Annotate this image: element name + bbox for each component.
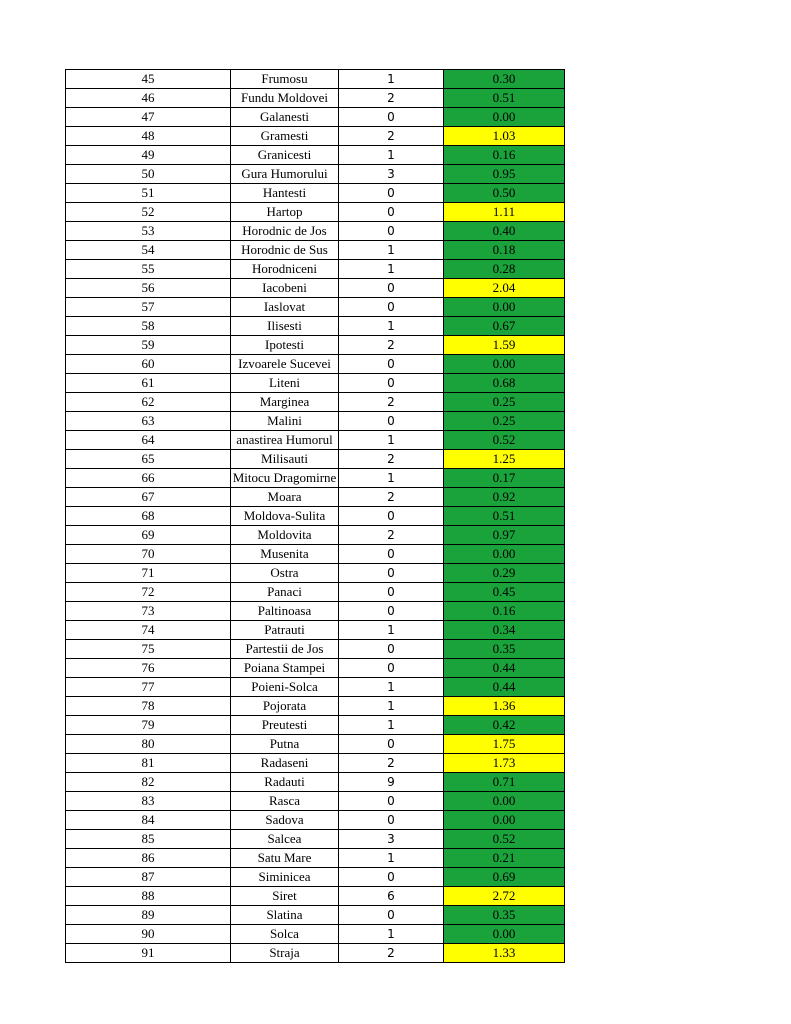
table-row <box>66 165 565 184</box>
count-cell: 0 <box>339 374 444 393</box>
rate-cell: 0.25 <box>444 393 565 412</box>
row-number-cell: 82 <box>66 773 231 792</box>
count-cell: 1 <box>339 849 444 868</box>
count-cell: 0 <box>339 811 444 830</box>
count-cell: 0 <box>339 222 444 241</box>
rate-cell: 0.29 <box>444 564 565 583</box>
count-cell: 0 <box>339 412 444 431</box>
rate-cell: 0.51 <box>444 507 565 526</box>
table-row <box>66 431 565 450</box>
row-number-cell: 59 <box>66 336 231 355</box>
locality-name-cell: Hantesti <box>231 184 339 203</box>
table-row <box>66 678 565 697</box>
row-number-cell: 73 <box>66 602 231 621</box>
count-cell: 2 <box>339 944 444 963</box>
table-row <box>66 146 565 165</box>
count-cell: 0 <box>339 279 444 298</box>
row-number-cell: 76 <box>66 659 231 678</box>
count-cell: 0 <box>339 355 444 374</box>
row-number-cell: 47 <box>66 108 231 127</box>
row-number-cell: 86 <box>66 849 231 868</box>
row-number-cell: 83 <box>66 792 231 811</box>
locality-name-cell: Hartop <box>231 203 339 222</box>
table-row <box>66 393 565 412</box>
locality-name-cell: Malini <box>231 412 339 431</box>
table-row <box>66 184 565 203</box>
count-cell: 0 <box>339 564 444 583</box>
locality-name-cell: Paltinoasa <box>231 602 339 621</box>
locality-name-cell: Marginea <box>231 393 339 412</box>
count-cell: 2 <box>339 754 444 773</box>
count-cell: 9 <box>339 773 444 792</box>
rate-cell: 0.00 <box>444 792 565 811</box>
rate-cell: 0.52 <box>444 830 565 849</box>
table-row <box>66 602 565 621</box>
table-row <box>66 203 565 222</box>
table-row <box>66 89 565 108</box>
locality-name-cell: Fundu Moldovei <box>231 89 339 108</box>
table-row <box>66 355 565 374</box>
rate-cell: 0.42 <box>444 716 565 735</box>
rate-cell: 0.40 <box>444 222 565 241</box>
count-cell: 2 <box>339 336 444 355</box>
count-cell: 1 <box>339 469 444 488</box>
row-number-cell: 48 <box>66 127 231 146</box>
rate-cell: 0.71 <box>444 773 565 792</box>
table-row <box>66 469 565 488</box>
rate-cell: 1.36 <box>444 697 565 716</box>
rate-cell: 0.18 <box>444 241 565 260</box>
row-number-cell: 66 <box>66 469 231 488</box>
count-cell: 0 <box>339 184 444 203</box>
count-cell: 0 <box>339 735 444 754</box>
row-number-cell: 63 <box>66 412 231 431</box>
locality-name-cell: Rasca <box>231 792 339 811</box>
locality-name-cell: Izvoarele Sucevei <box>231 355 339 374</box>
locality-name-cell: Ipotesti <box>231 336 339 355</box>
locality-name-cell: Moldovita <box>231 526 339 545</box>
rate-cell: 0.97 <box>444 526 565 545</box>
rate-cell: 1.59 <box>444 336 565 355</box>
rate-cell: 0.35 <box>444 906 565 925</box>
row-number-cell: 54 <box>66 241 231 260</box>
locality-name-cell: Ostra <box>231 564 339 583</box>
table-row <box>66 127 565 146</box>
count-cell: 1 <box>339 925 444 944</box>
rate-cell: 0.44 <box>444 659 565 678</box>
row-number-cell: 61 <box>66 374 231 393</box>
rate-cell: 0.52 <box>444 431 565 450</box>
count-cell: 1 <box>339 431 444 450</box>
row-number-cell: 53 <box>66 222 231 241</box>
rate-cell: 1.33 <box>444 944 565 963</box>
row-number-cell: 51 <box>66 184 231 203</box>
table-row <box>66 450 565 469</box>
row-number-cell: 84 <box>66 811 231 830</box>
locality-name-cell: Preutesti <box>231 716 339 735</box>
locality-name-cell: Liteni <box>231 374 339 393</box>
rate-cell: 0.28 <box>444 260 565 279</box>
row-number-cell: 74 <box>66 621 231 640</box>
locality-name-cell: Putna <box>231 735 339 754</box>
rate-cell: 2.72 <box>444 887 565 906</box>
locality-name-cell: Solca <box>231 925 339 944</box>
rate-cell: 0.50 <box>444 184 565 203</box>
rate-cell: 0.68 <box>444 374 565 393</box>
rate-cell: 0.00 <box>444 925 565 944</box>
count-cell: 0 <box>339 203 444 222</box>
rate-cell: 0.00 <box>444 355 565 374</box>
count-cell: 1 <box>339 716 444 735</box>
count-cell: 0 <box>339 792 444 811</box>
table-row <box>66 735 565 754</box>
count-cell: 1 <box>339 317 444 336</box>
rate-cell: 0.00 <box>444 545 565 564</box>
row-number-cell: 69 <box>66 526 231 545</box>
rate-cell: 0.21 <box>444 849 565 868</box>
count-cell: 2 <box>339 127 444 146</box>
rate-cell: 1.73 <box>444 754 565 773</box>
table-row <box>66 811 565 830</box>
rate-cell: 0.30 <box>444 70 565 89</box>
count-cell: 0 <box>339 602 444 621</box>
row-number-cell: 88 <box>66 887 231 906</box>
table-row <box>66 108 565 127</box>
row-number-cell: 45 <box>66 70 231 89</box>
rate-cell: 0.17 <box>444 469 565 488</box>
table-row <box>66 564 565 583</box>
locality-name-cell: Ilisesti <box>231 317 339 336</box>
row-number-cell: 75 <box>66 640 231 659</box>
count-cell: 1 <box>339 70 444 89</box>
row-number-cell: 87 <box>66 868 231 887</box>
row-number-cell: 57 <box>66 298 231 317</box>
row-number-cell: 49 <box>66 146 231 165</box>
row-number-cell: 60 <box>66 355 231 374</box>
table-row <box>66 507 565 526</box>
count-cell: 0 <box>339 640 444 659</box>
locality-name-cell: Frumosu <box>231 70 339 89</box>
table-row <box>66 716 565 735</box>
count-cell: 1 <box>339 260 444 279</box>
row-number-cell: 52 <box>66 203 231 222</box>
count-cell: 1 <box>339 621 444 640</box>
table-row <box>66 412 565 431</box>
locality-name-cell: Horodniceni <box>231 260 339 279</box>
row-number-cell: 68 <box>66 507 231 526</box>
rate-cell: 0.67 <box>444 317 565 336</box>
count-cell: 0 <box>339 108 444 127</box>
table-row <box>66 488 565 507</box>
count-cell: 0 <box>339 507 444 526</box>
locality-name-cell: Iaslovat <box>231 298 339 317</box>
row-number-cell: 90 <box>66 925 231 944</box>
row-number-cell: 80 <box>66 735 231 754</box>
count-cell: 1 <box>339 697 444 716</box>
row-number-cell: 70 <box>66 545 231 564</box>
count-cell: 3 <box>339 165 444 184</box>
rate-cell: 0.16 <box>444 146 565 165</box>
locality-name-cell: Granicesti <box>231 146 339 165</box>
rate-cell: 1.25 <box>444 450 565 469</box>
table-row <box>66 773 565 792</box>
rate-cell: 0.25 <box>444 412 565 431</box>
row-number-cell: 67 <box>66 488 231 507</box>
count-cell: 1 <box>339 146 444 165</box>
table-row <box>66 887 565 906</box>
count-cell: 6 <box>339 887 444 906</box>
count-cell: 2 <box>339 488 444 507</box>
locality-name-cell: Partestii de Jos <box>231 640 339 659</box>
locality-name-cell: Siminicea <box>231 868 339 887</box>
count-cell: 0 <box>339 659 444 678</box>
row-number-cell: 64 <box>66 431 231 450</box>
row-number-cell: 65 <box>66 450 231 469</box>
row-number-cell: 50 <box>66 165 231 184</box>
table-row <box>66 621 565 640</box>
rate-cell: 0.92 <box>444 488 565 507</box>
table-row <box>66 526 565 545</box>
row-number-cell: 71 <box>66 564 231 583</box>
locality-name-cell: Musenita <box>231 545 339 564</box>
count-cell: 0 <box>339 298 444 317</box>
locality-name-cell: Poiana Stampei <box>231 659 339 678</box>
table-row <box>66 830 565 849</box>
table-row <box>66 583 565 602</box>
table-row <box>66 659 565 678</box>
table-row <box>66 906 565 925</box>
count-cell: 2 <box>339 526 444 545</box>
locality-name-cell: anastirea Humorul <box>231 431 339 450</box>
locality-name-cell: Straja <box>231 944 339 963</box>
locality-name-cell: Panaci <box>231 583 339 602</box>
rate-cell: 0.95 <box>444 165 565 184</box>
row-number-cell: 56 <box>66 279 231 298</box>
count-cell: 1 <box>339 678 444 697</box>
row-number-cell: 77 <box>66 678 231 697</box>
locality-name-cell: Pojorata <box>231 697 339 716</box>
locality-name-cell: Galanesti <box>231 108 339 127</box>
count-cell: 3 <box>339 830 444 849</box>
table-row <box>66 925 565 944</box>
locality-name-cell: Salcea <box>231 830 339 849</box>
table-row <box>66 868 565 887</box>
rate-cell: 2.04 <box>444 279 565 298</box>
rate-cell: 0.00 <box>444 811 565 830</box>
locality-name-cell: Radauti <box>231 773 339 792</box>
table-row <box>66 640 565 659</box>
locality-name-cell: Gramesti <box>231 127 339 146</box>
row-number-cell: 89 <box>66 906 231 925</box>
rate-cell: 0.44 <box>444 678 565 697</box>
rate-cell: 0.35 <box>444 640 565 659</box>
rate-cell: 1.03 <box>444 127 565 146</box>
table-row <box>66 545 565 564</box>
row-number-cell: 79 <box>66 716 231 735</box>
table-row <box>66 70 565 89</box>
locality-name-cell: Radaseni <box>231 754 339 773</box>
table-row <box>66 260 565 279</box>
locality-name-cell: Iacobeni <box>231 279 339 298</box>
table-row <box>66 279 565 298</box>
locality-name-cell: Gura Humorului <box>231 165 339 184</box>
table-row <box>66 336 565 355</box>
locality-name-cell: Siret <box>231 887 339 906</box>
rate-cell: 1.11 <box>444 203 565 222</box>
rate-cell: 0.16 <box>444 602 565 621</box>
locality-name-cell: Horodnic de Sus <box>231 241 339 260</box>
count-cell: 0 <box>339 583 444 602</box>
row-number-cell: 62 <box>66 393 231 412</box>
table-row <box>66 944 565 963</box>
count-cell: 2 <box>339 393 444 412</box>
row-number-cell: 81 <box>66 754 231 773</box>
table-row <box>66 754 565 773</box>
rate-cell: 0.51 <box>444 89 565 108</box>
rate-cell: 0.00 <box>444 108 565 127</box>
count-cell: 0 <box>339 906 444 925</box>
locality-name-cell: Moldova-Sulita <box>231 507 339 526</box>
rate-cell: 0.00 <box>444 298 565 317</box>
row-number-cell: 55 <box>66 260 231 279</box>
locality-name-cell: Milisauti <box>231 450 339 469</box>
row-number-cell: 72 <box>66 583 231 602</box>
count-cell: 0 <box>339 545 444 564</box>
table-row <box>66 849 565 868</box>
table-row <box>66 792 565 811</box>
locality-name-cell: Poieni-Solca <box>231 678 339 697</box>
rate-cell: 0.34 <box>444 621 565 640</box>
locality-name-cell: Satu Mare <box>231 849 339 868</box>
table-row <box>66 697 565 716</box>
count-cell: 1 <box>339 241 444 260</box>
rate-cell: 0.69 <box>444 868 565 887</box>
table-row <box>66 241 565 260</box>
locality-name-cell: Patrauti <box>231 621 339 640</box>
row-number-cell: 78 <box>66 697 231 716</box>
row-number-cell: 85 <box>66 830 231 849</box>
count-cell: 0 <box>339 868 444 887</box>
table-body <box>66 70 565 963</box>
locality-name-cell: Sadova <box>231 811 339 830</box>
rate-cell: 0.45 <box>444 583 565 602</box>
table-row <box>66 298 565 317</box>
locality-name-cell: Slatina <box>231 906 339 925</box>
data-table <box>65 69 565 963</box>
table-row <box>66 222 565 241</box>
row-number-cell: 91 <box>66 944 231 963</box>
count-cell: 2 <box>339 89 444 108</box>
locality-name-cell: Moara <box>231 488 339 507</box>
table-row <box>66 317 565 336</box>
locality-name-cell: Mitocu Dragomirne <box>231 469 339 488</box>
row-number-cell: 46 <box>66 89 231 108</box>
count-cell: 2 <box>339 450 444 469</box>
row-number-cell: 58 <box>66 317 231 336</box>
rate-cell: 1.75 <box>444 735 565 754</box>
table-row <box>66 374 565 393</box>
locality-name-cell: Horodnic de Jos <box>231 222 339 241</box>
